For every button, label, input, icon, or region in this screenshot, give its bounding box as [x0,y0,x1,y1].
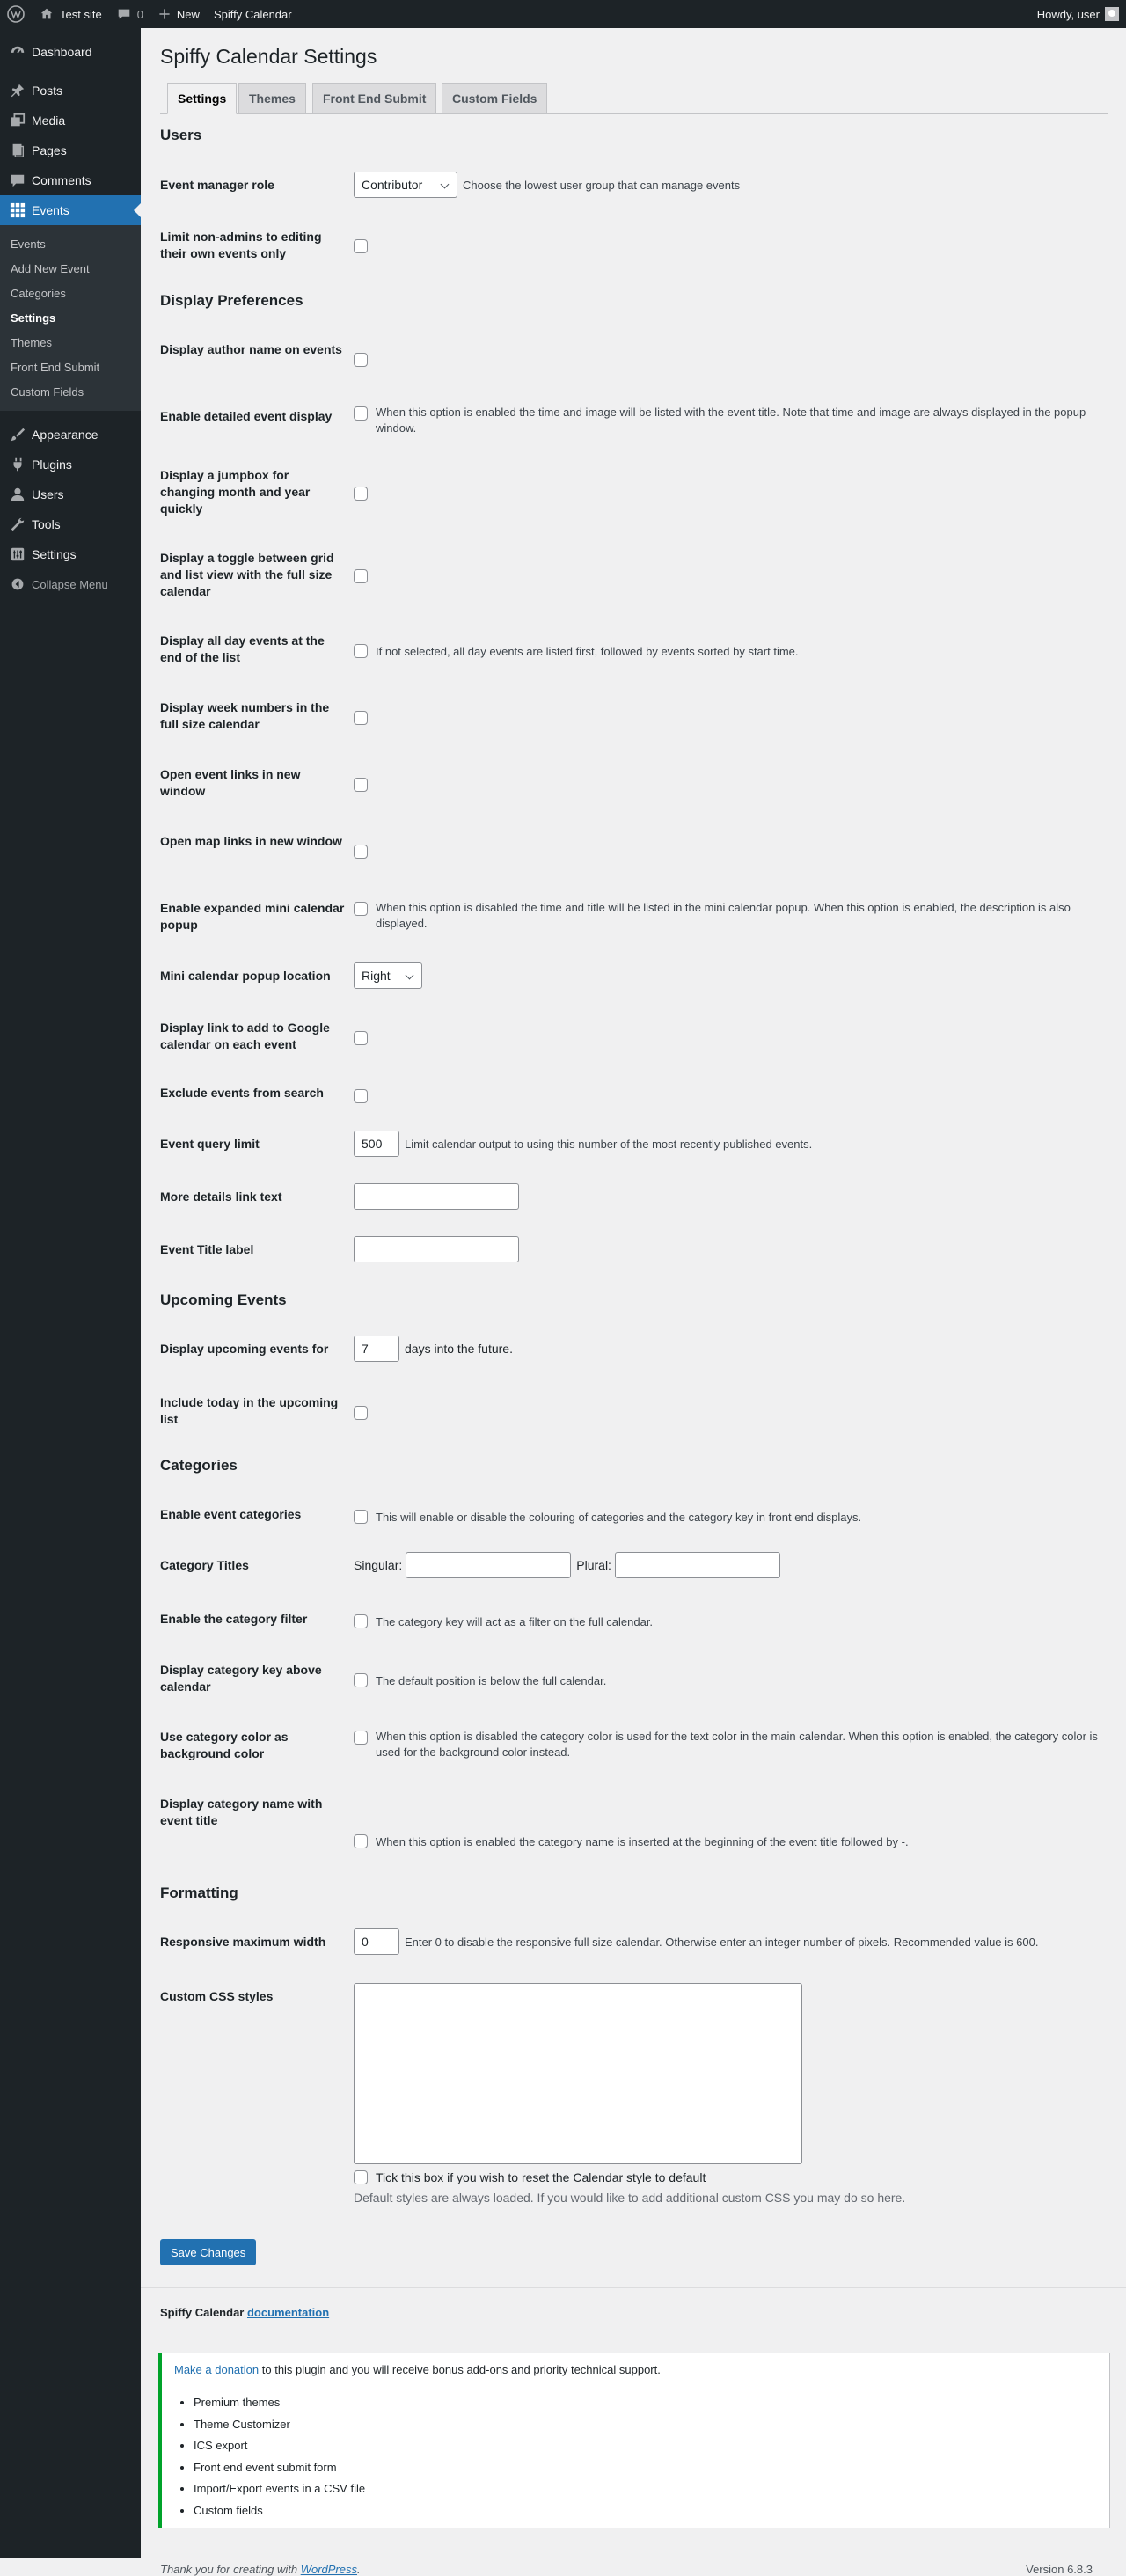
all-day-end-desc: If not selected, all day events are listed first, followed by events sorted by start time. [376,644,799,658]
sidebar-label: Appearance [32,428,99,442]
all-day-end-checkbox[interactable] [354,644,368,658]
query-limit-input[interactable]: 500 [354,1131,399,1157]
event-manager-role-desc: Choose the lowest user group that can manage events [463,178,741,192]
label-grid-toggle: Display a toggle between grid and list view with the full size calendar [160,551,334,598]
tab-settings[interactable]: Settings [167,83,237,114]
limit-non-admins-checkbox[interactable] [354,239,368,253]
sidebar-label: Pages [32,143,67,157]
category-name-title-desc: When this option is enabled the category name is inserted at the beginning of the event title followed by -. [376,1834,909,1848]
pages-icon [9,142,26,159]
label-responsive-width: Responsive maximum width [160,1935,326,1949]
category-bg-checkbox[interactable] [354,1731,368,1745]
enable-categories-checkbox[interactable] [354,1510,368,1524]
sidebar-label: Plugins [32,457,72,472]
section-display-preferences: Display Preferences [160,292,303,309]
submenu-settings[interactable]: Settings [11,311,56,325]
comment-bubble-icon [9,172,26,189]
label-upcoming-for: Display upcoming events for [160,1342,329,1356]
sidebar-item-users[interactable] [0,479,141,509]
category-filter-desc: The category key will act as a filter on the full calendar. [376,1614,654,1628]
submenu-categories[interactable]: Categories [11,286,66,300]
event-title-input[interactable] [354,1236,519,1262]
category-plural-input[interactable] [615,1552,780,1578]
sidebar-label: Settings [32,547,77,561]
admin-bar-new[interactable] [150,0,207,28]
sidebar-label: Media [32,113,66,128]
event-links-new-checkbox[interactable] [354,778,368,792]
sidebar-label: Dashboard [32,45,92,59]
mini-popup-location-select[interactable]: Right [354,962,422,989]
page-title: Spiffy Calendar Settings [160,45,377,68]
label-map-links-new: Open map links in new window [160,834,342,848]
sidebar-item-plugins[interactable] [0,450,141,479]
label-google-link: Display link to add to Google calendar on each event [160,1021,330,1051]
custom-css-textarea[interactable] [354,1983,802,2164]
donation-link[interactable]: Make a donation [174,2363,260,2376]
pushpin-icon [9,82,26,99]
label-expanded-mini: Enable expanded mini calendar popup [160,901,345,932]
donation-line [174,2363,661,2376]
label-query-limit: Event query limit [160,1137,260,1151]
sidebar-item-settings[interactable] [0,539,141,569]
section-categories: Categories [160,1457,238,1474]
category-name-title-field [354,1834,909,1848]
label-exclude-search: Exclude events from search [160,1086,324,1100]
plus-icon [157,7,172,21]
tab-front-end-submit[interactable]: Front End Submit [312,83,436,114]
admin-bar-account[interactable] [1030,0,1126,28]
category-key-above-desc: The default position is below the full calendar. [376,1673,607,1687]
footer-thanks: Thank you for creating with WordPress. [160,2563,361,2576]
label-all-day-end: Display all day events at the end of the list [160,633,325,664]
sidebar-label: Tools [32,517,61,531]
category-singular-input[interactable] [406,1552,571,1578]
admin-bar-site[interactable] [32,0,109,28]
upcoming-days-desc: days into the future. [405,1342,513,1356]
map-links-new-checkbox[interactable] [354,845,368,859]
save-changes-button[interactable]: Save Changes [160,2239,256,2265]
expanded-mini-desc: When this option is disabled the time and title will be listed in the mini calendar popup. When this option is enabled, the description is also displayed. [376,901,1071,931]
section-users: Users [160,127,202,143]
paintbrush-icon [9,426,26,443]
label-jumpbox: Display a jumpbox for changing month and year quickly [160,468,311,516]
media-icon [9,112,26,129]
footer-version: Version 6.8.3 [1026,2563,1093,2576]
sidebar-label: Comments [32,173,91,187]
event-manager-role-select[interactable]: Contributor [354,172,457,198]
docs-line [160,2306,329,2319]
sidebar-item-comments[interactable] [0,165,141,195]
label-event-manager-role: Event manager role [160,178,274,192]
submenu-events[interactable]: Events [11,237,46,251]
sidebar-item-appearance[interactable] [0,420,141,450]
comment-count: 0 [136,7,143,21]
submenu-front-end-submit[interactable]: Front End Submit [11,360,100,374]
user-icon [9,486,26,503]
divider [141,2287,1126,2288]
events-submenu [0,225,141,411]
dashboard-gauge-icon [9,43,26,61]
tab-custom-fields[interactable]: Custom Fields [442,83,547,114]
label-event-title: Event Title label [160,1242,254,1256]
label-display-author: Display author name on events [160,342,342,356]
reset-style-checkbox[interactable] [354,2170,368,2184]
label-include-today: Include today in the upcoming list [160,1395,339,1426]
list-item: • Front end event submit form [194,2457,365,2479]
label-category-titles: Category Titles [160,1558,249,1572]
howdy-text: Howdy, user [1036,7,1100,21]
custom-css-note: Default styles are always loaded. If you would like to add additional custom CSS you may do so here. [354,2191,906,2205]
expanded-mini-checkbox[interactable] [354,902,368,916]
label-mini-popup-location: Mini calendar popup location [160,969,331,983]
sidebar-label: Posts [32,84,63,98]
documentation-link[interactable]: documentation [246,2306,330,2319]
comment-bubble-icon [116,6,132,22]
list-item: • Custom fields [194,2500,365,2522]
submenu-add-new-event[interactable]: Add New Event [11,261,90,275]
footer-thanks-text: Thank you for creating with [160,2563,298,2576]
tab-themes[interactable]: Themes [238,83,306,114]
admin-bar-comments[interactable] [109,0,150,28]
detailed-display-checkbox[interactable] [354,406,368,421]
docs-prefix: Spiffy Calendar [160,2306,245,2319]
addon-list [194,2392,365,2522]
exclude-search-checkbox[interactable] [354,1089,368,1103]
wordpress-link[interactable]: WordPress [300,2563,357,2576]
sidebar-label: Users [32,487,64,501]
section-upcoming-events: Upcoming Events [160,1292,287,1308]
sidebar-item-dashboard[interactable] [0,37,141,67]
sidebar-item-media[interactable] [0,106,141,135]
list-item: • Theme Customizer [194,2414,365,2436]
label-event-links-new: Open event links in new window [160,767,301,798]
responsive-width-desc: Enter 0 to disable the responsive full size calendar. Otherwise enter an integer number of pixels. Recommended value is 600. [405,1935,1039,1949]
collapse-menu-button[interactable] [0,569,141,599]
label-more-details: More details link text [160,1189,282,1204]
submenu-themes[interactable]: Themes [11,335,52,349]
label-category-key-above: Display category key above calendar [160,1663,322,1694]
display-author-checkbox[interactable] [354,353,368,367]
admin-sidebar [0,28,141,2558]
google-link-checkbox[interactable] [354,1031,368,1045]
label-detailed-display: Enable detailed event display [160,409,333,423]
main-content [141,28,1126,2576]
more-details-input[interactable] [354,1183,519,1210]
admin-bar [0,0,1126,28]
detailed-display-desc: When this option is enabled the time and image will be listed with the event title. Note that time and image are always displayed in the popup window. [376,406,1086,435]
enable-categories-desc: This will enable or disable the colouring of categories and the category key in front end displays. [376,1510,862,1524]
query-limit-desc: Limit calendar output to using this number of the most recently published events. [405,1137,813,1151]
reset-style-label: Tick this box if you wish to reset the Calendar style to default [376,2170,706,2184]
label-limit-non-admins: Limit non-admins to editing their own events only [160,230,322,260]
home-icon [39,6,55,22]
upcoming-days-input[interactable]: 7 [354,1336,399,1362]
settings-sliders-icon [9,545,26,563]
label-enable-categories: Enable event categories [160,1507,302,1521]
label-category-name-title: Display category name with event title [160,1797,323,1827]
week-numbers-checkbox[interactable] [354,711,368,725]
wp-logo-icon[interactable] [0,0,32,28]
label-week-numbers: Display week numbers in the full size calendar [160,700,330,731]
section-formatting: Formatting [160,1884,238,1901]
grid-toggle-checkbox[interactable] [354,569,368,583]
sidebar-item-events[interactable] [0,195,141,225]
label-custom-css: Custom CSS styles [160,1989,274,2003]
sidebar-item-tools[interactable] [0,509,141,539]
sidebar-label: Events [32,203,69,217]
settings-tabs [160,81,1108,114]
jumpbox-checkbox[interactable] [354,487,368,501]
sidebar-item-posts[interactable] [0,76,141,106]
category-name-title-checkbox[interactable] [354,1834,368,1848]
label-category-bg: Use category color as background color [160,1730,289,1760]
singular-label: Singular: [354,1558,403,1572]
donation-text: to this plugin and you will receive bonus add-ons and priority technical support. [261,2363,661,2376]
submenu-custom-fields[interactable]: Custom Fields [11,384,84,399]
label-category-filter: Enable the category filter [160,1612,308,1626]
list-item: • Premium themes [194,2392,365,2414]
new-label: New [176,7,200,21]
list-item: • Import/Export events in a CSV file [194,2478,365,2500]
avatar [1105,7,1119,21]
plug-icon [9,456,26,473]
category-filter-checkbox[interactable] [354,1614,368,1628]
category-bg-desc: When this option is disabled the category color is used for the text color in the main calendar. When this option is enabled, the category color is used for the background color instead. [376,1730,1098,1760]
plural-label: Plural: [576,1558,611,1572]
sidebar-label: Collapse Menu [32,577,108,591]
donation-notice [158,2353,1110,2528]
calendar-grid-icon [9,201,26,219]
wrench-icon [9,516,26,533]
site-name: Test site [60,7,102,21]
responsive-width-input[interactable]: 0 [354,1928,399,1955]
include-today-checkbox[interactable] [354,1406,368,1420]
category-key-above-checkbox[interactable] [354,1673,368,1687]
list-item: • ICS export [194,2435,365,2457]
admin-bar-plugin[interactable]: Spiffy Calendar [213,7,292,21]
collapse-arrow-icon [9,575,26,593]
sidebar-item-pages[interactable] [0,135,141,165]
